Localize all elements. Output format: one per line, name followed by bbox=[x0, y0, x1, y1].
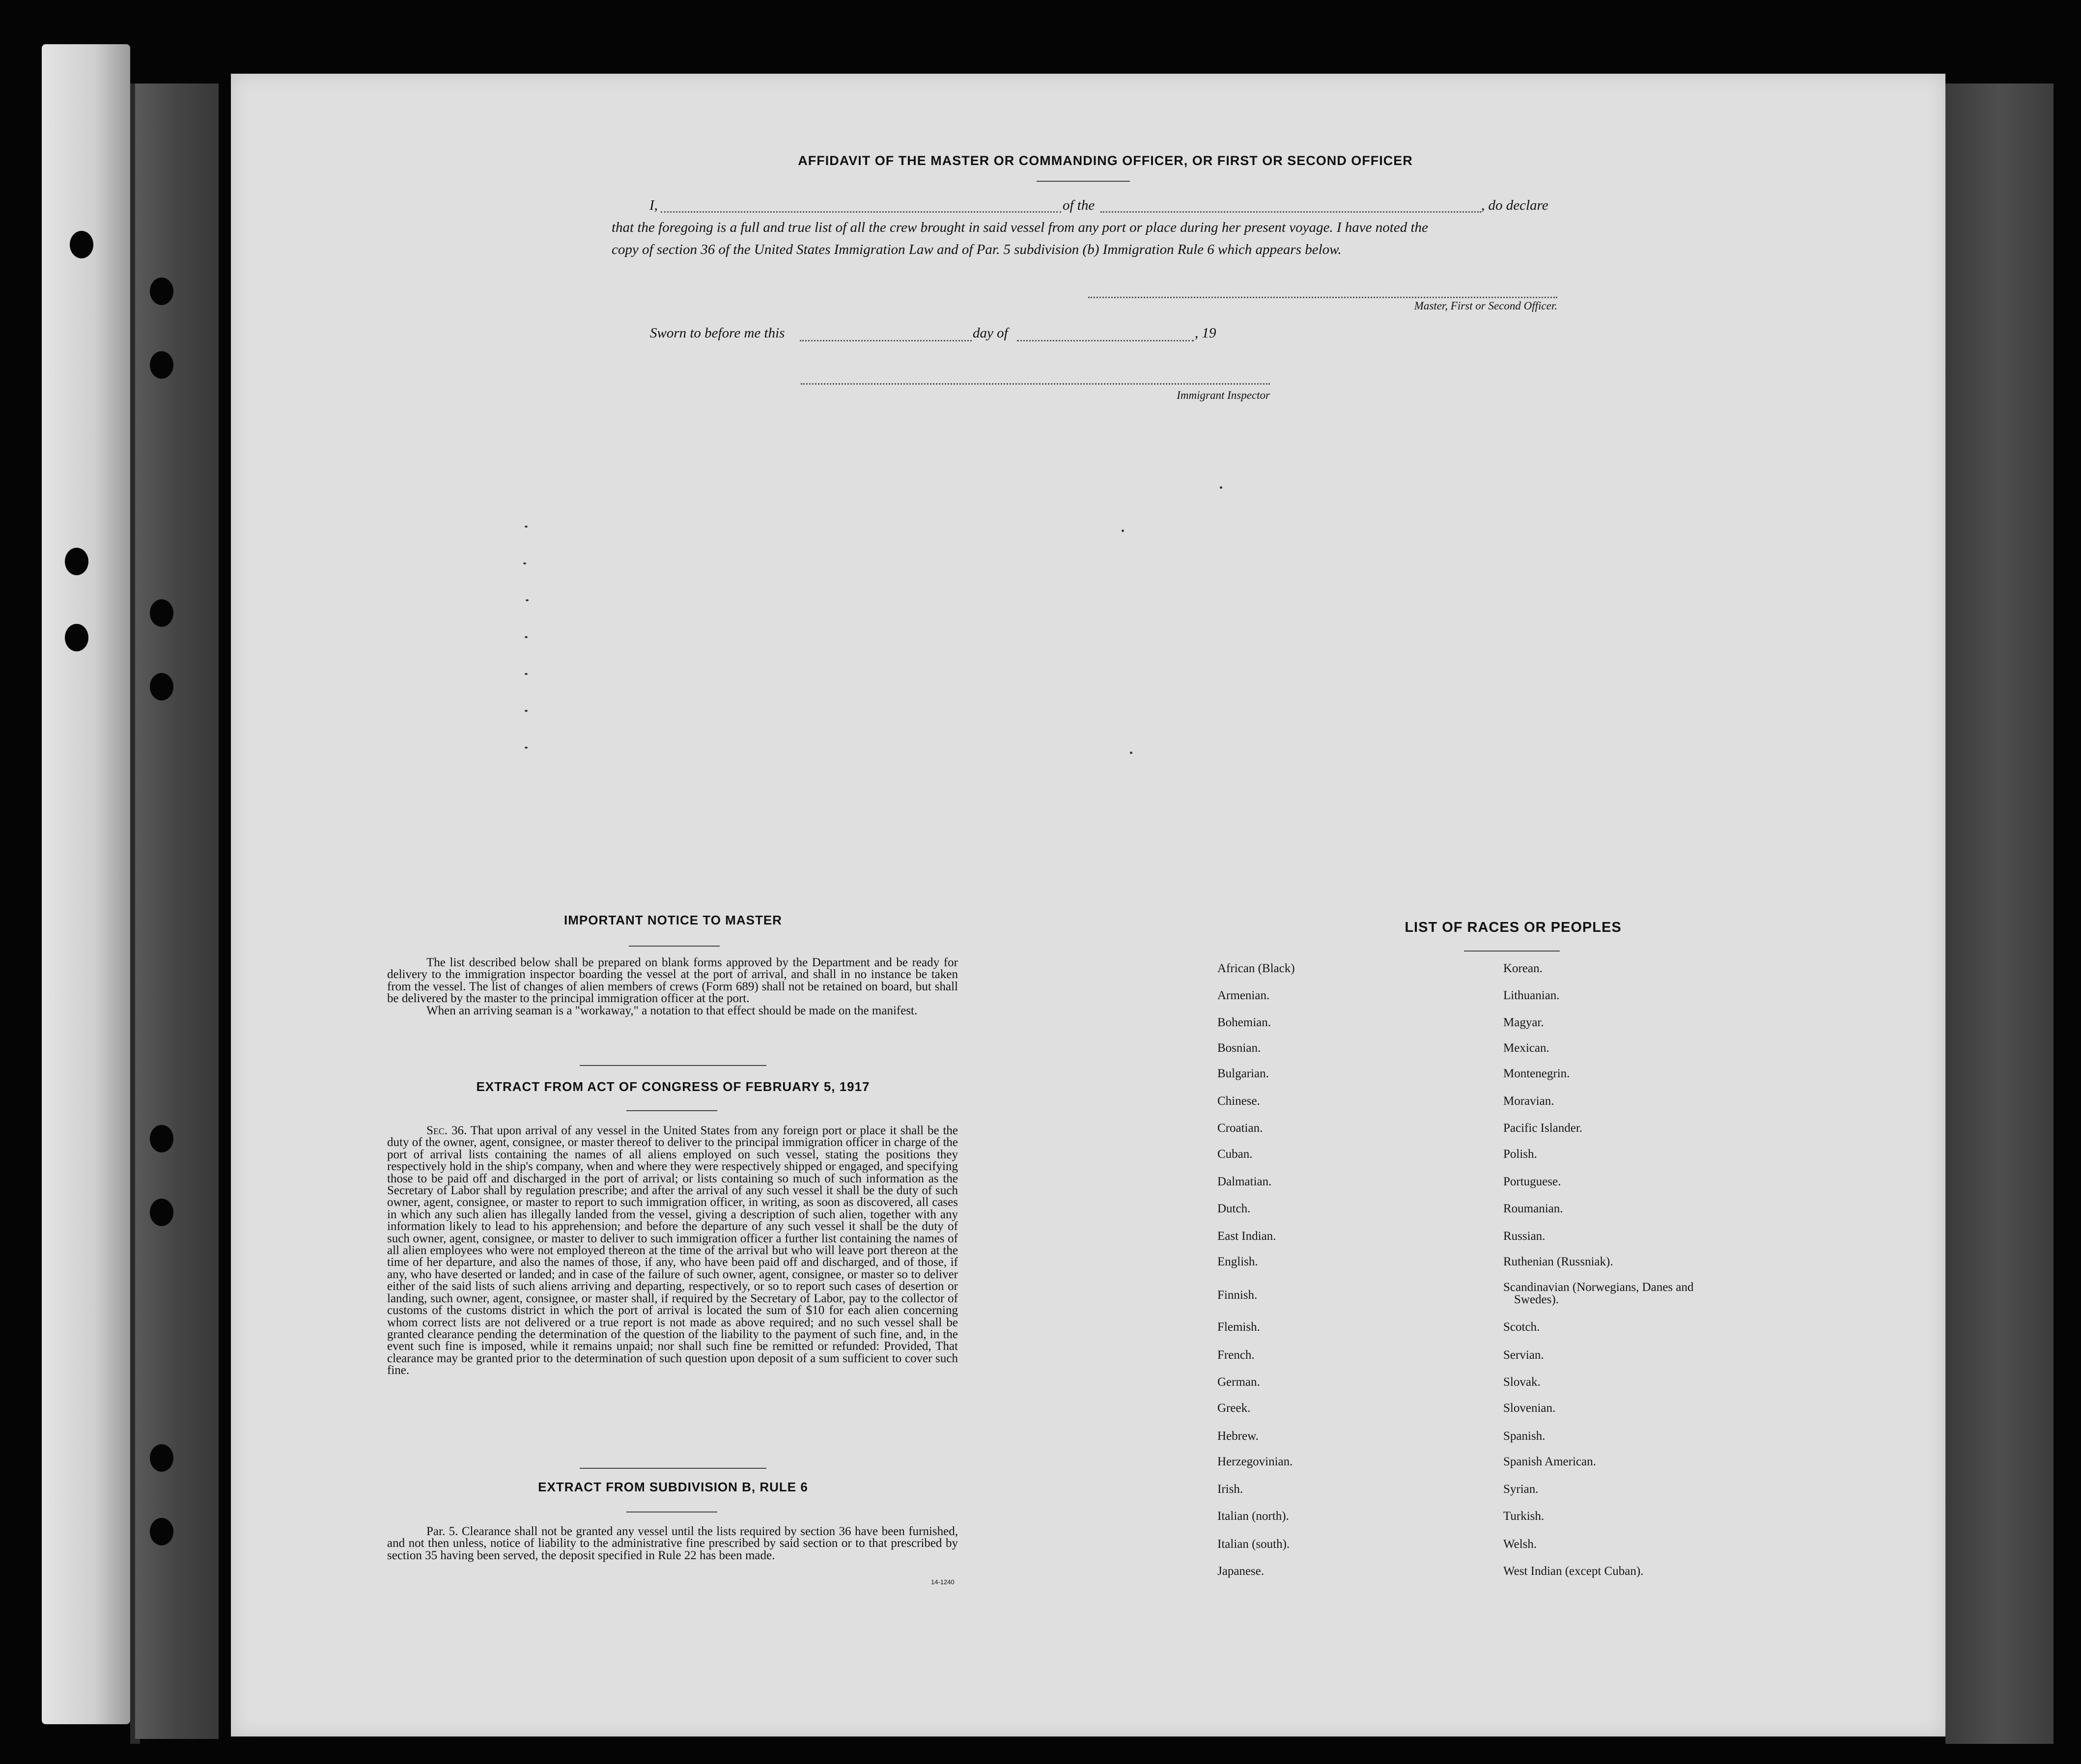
scan-speck bbox=[1122, 530, 1124, 532]
scan-speck bbox=[525, 747, 528, 749]
divider bbox=[626, 1110, 717, 1111]
scan-speck bbox=[525, 710, 528, 712]
race-item: Syrian. bbox=[1503, 1483, 1539, 1496]
race-item: Bosnian. bbox=[1217, 1041, 1261, 1055]
section-label: Sec. 36. bbox=[426, 1124, 467, 1137]
right-binding bbox=[1945, 84, 2053, 1744]
punch-hole bbox=[65, 624, 88, 651]
race-item: Moravian. bbox=[1503, 1094, 1554, 1108]
race-item: Mexican. bbox=[1503, 1041, 1549, 1055]
extract-act-body bbox=[387, 1125, 958, 1377]
divider bbox=[580, 1468, 766, 1469]
inspector-signature-line[interactable] bbox=[801, 383, 1270, 385]
master-caption: Master, First or Second Officer. bbox=[1414, 300, 1557, 312]
punch-hole bbox=[65, 548, 88, 575]
affidavit-title: AFFIDAVIT OF THE MASTER OR COMMANDING OFFICER, OR FIRST OR SECOND OFFICER bbox=[798, 153, 1413, 168]
affidavit-line-2: that the foregoing is a full and true list of all the crew brought in said vessel from any port or place during her present voyage. I have noted the bbox=[612, 220, 1428, 235]
race-item: Irish. bbox=[1217, 1483, 1243, 1496]
race-item: Armenian. bbox=[1217, 989, 1270, 1002]
race-item: Pacific Islander. bbox=[1503, 1121, 1583, 1135]
affidavit-i-label: I, bbox=[649, 197, 658, 213]
race-item: Croatian. bbox=[1217, 1121, 1263, 1135]
race-item: Portuguese. bbox=[1503, 1175, 1561, 1188]
race-item: Japanese. bbox=[1217, 1565, 1265, 1578]
sworn-prefix: Sworn to before me this bbox=[650, 325, 785, 341]
race-item: Spanish. bbox=[1503, 1429, 1546, 1443]
affidavit-line-3: copy of section 36 of the United States Immigration Law and of Par. 5 subdivision (b) Immigration Rule 6 which appears below. bbox=[612, 242, 1342, 257]
race-item: Korean. bbox=[1503, 962, 1543, 975]
race-item: Welsh. bbox=[1503, 1538, 1537, 1551]
sworn-year-label: , 19 bbox=[1195, 325, 1216, 341]
race-item: African (Black) bbox=[1217, 962, 1295, 975]
binding-hole bbox=[150, 278, 173, 305]
inspector-caption: Immigrant Inspector bbox=[1177, 389, 1270, 401]
race-item: Finnish. bbox=[1217, 1288, 1258, 1302]
race-item: Slovenian. bbox=[1503, 1401, 1556, 1415]
race-item: Scotch. bbox=[1503, 1320, 1540, 1334]
race-item: Slovak. bbox=[1503, 1375, 1541, 1389]
extract-act-title: EXTRACT FROM ACT OF CONGRESS OF FEBRUARY 5, 1917 bbox=[476, 1079, 870, 1094]
race-item: Bohemian. bbox=[1217, 1016, 1271, 1029]
sworn-day-label: day of bbox=[973, 325, 1008, 341]
race-item: West Indian (except Cuban). bbox=[1503, 1565, 1644, 1578]
left-binding bbox=[135, 84, 219, 1739]
race-item: German. bbox=[1217, 1375, 1260, 1389]
binding-hole bbox=[150, 1444, 173, 1472]
race-item: Dutch. bbox=[1217, 1202, 1251, 1215]
scan-speck bbox=[525, 673, 528, 675]
scan-speck bbox=[523, 562, 526, 564]
section-36-text: That upon arrival of any vessel in the United States from any foreign port or place it shall be the duty of the owner, agent, consignee, or master thereof to deliver to the principal immigration officer in charge of the port of arrival lists containing the names of all aliens employed on such vessel, stating the positions they respectively hold in the ship's company, when and where they were respectively shipped or engaged, and specifying those to be paid off and discharged in the port of arrival; or lists containing so much of such information as the Secretary of Labor shall by regulation prescribe; and after the arrival of any such vessel it shall be the duty of such owner, agent, consignee, or master to report to such immigration officer, in writing, as soon as discovered, all cases in which any such alien has illegally landed from the vessel, giving a description of such alien, together with any information likely to lead to his apprehension; and before the departure of any such vessel it shall be the duty of such owner, agent, consignee, or master to deliver to such immigration officer a further list containing the names of all alien employees who were not employed thereon at the time of the arrival but who will leave port thereon at the time of her departure, and also the names of those, if any, who have been paid off and discharged, and of those, if any, who have deserted or landed; and in case of the failure of such owner, agent, consignee, or master so to deliver either of the said lists of such aliens arriving and departing, respectively, or so to report such cases of desertion or landing, such owner, agent, consignee, or master shall, if required by the Secretary of Labor, pay to the collector of customs of the customs district in which the port of arrival is located the sum of $10 for each alien concerning whom correct lists are not delivered or a true report is not made as above required; and no such vessel shall be granted clearance pending the determination of the question of the liability to the payment of such fine, and, in the event such fine is imposed, while it remains unpaid; nor shall such fine be remitted or refunded: Provided, That clearance may be granted prior to the determination of such question upon deposit of a sum sufficient to cover such fine. bbox=[387, 1124, 958, 1377]
divider bbox=[1037, 181, 1130, 182]
notice-paragraph-1: The list described below shall be prepared on blank forms approved by the Department and be ready for delivery to the immigration inspector boarding the vessel at the port of arrival, and shall in no instance be taken from the vessel. The list of changes of alien members of crews (Form 689) shall not be retained on board, but shall be delivered by the master to the principal immigration officer at the port. bbox=[387, 956, 958, 1006]
race-item: Lithuanian. bbox=[1503, 989, 1560, 1002]
race-item: Greek. bbox=[1217, 1401, 1251, 1415]
extract-rule-title: EXTRACT FROM SUBDIVISION B, RULE 6 bbox=[538, 1480, 808, 1494]
binding-hole bbox=[150, 673, 173, 700]
race-item: Magyar. bbox=[1503, 1016, 1544, 1029]
scan-speck bbox=[1130, 752, 1132, 754]
sworn-month-blank[interactable] bbox=[1017, 340, 1194, 341]
race-item: Italian (north). bbox=[1217, 1510, 1289, 1523]
race-item: East Indian. bbox=[1217, 1230, 1276, 1243]
binding-hole bbox=[150, 351, 173, 379]
races-title: LIST OF RACES OR PEOPLES bbox=[1405, 920, 1622, 935]
affidavit-declare-label: , do declare bbox=[1481, 197, 1548, 213]
binding-hole bbox=[150, 1518, 173, 1545]
master-signature-line[interactable] bbox=[1088, 297, 1557, 298]
binding-hole bbox=[150, 1125, 173, 1152]
name-blank-line[interactable] bbox=[661, 211, 1061, 213]
notice-title: IMPORTANT NOTICE TO MASTER bbox=[564, 913, 782, 927]
race-item: Polish. bbox=[1503, 1148, 1537, 1161]
race-item: Roumanian. bbox=[1503, 1202, 1563, 1215]
affidavit-of-label: of the bbox=[1063, 197, 1095, 213]
race-item: Servian. bbox=[1503, 1348, 1544, 1362]
race-item: Spanish American. bbox=[1503, 1455, 1596, 1468]
race-item: Bulgarian. bbox=[1217, 1067, 1269, 1080]
scan-speck bbox=[525, 526, 528, 528]
race-item: French. bbox=[1217, 1348, 1255, 1362]
divider bbox=[1464, 951, 1560, 952]
race-item: Chinese. bbox=[1217, 1094, 1260, 1108]
binding-hole bbox=[150, 599, 173, 627]
scan-speck bbox=[526, 599, 529, 601]
sworn-day-blank[interactable] bbox=[800, 340, 972, 341]
race-item: Hebrew. bbox=[1217, 1429, 1259, 1443]
race-item: Dalmatian. bbox=[1217, 1175, 1272, 1188]
race-item: Herzegovinian. bbox=[1217, 1455, 1293, 1468]
notice-body bbox=[387, 957, 958, 1017]
race-item: Montenegrin. bbox=[1503, 1067, 1570, 1080]
race-item: Italian (south). bbox=[1217, 1538, 1290, 1551]
left-margin-strip bbox=[42, 44, 130, 1724]
divider bbox=[629, 946, 720, 947]
race-item: English. bbox=[1217, 1255, 1258, 1268]
scan-speck bbox=[1220, 486, 1222, 489]
divider bbox=[580, 1065, 766, 1066]
race-item: Russian. bbox=[1503, 1230, 1546, 1243]
punch-hole bbox=[70, 231, 93, 258]
form-number: 14-1240 bbox=[931, 1578, 955, 1586]
race-item: Turkish. bbox=[1503, 1510, 1545, 1523]
binding-hole bbox=[150, 1199, 173, 1226]
extract-rule-body: Par. 5. Clearance shall not be granted any vessel until the lists required by section 36 have been furnished, and not then unless, notice of liability to the administrative fine prescribed by said section or to that prescribed by section 35 having been served, the deposit specified in Rule 22 has been made. bbox=[387, 1525, 958, 1562]
notice-paragraph-2: When an arriving seaman is a "workaway," a notation to that effect should be made on the manifest. bbox=[426, 1004, 918, 1017]
race-item: Scandinavian (Norwegians, Danes and Swedes). bbox=[1503, 1281, 1694, 1306]
scan-speck bbox=[525, 636, 528, 638]
vessel-blank-line[interactable] bbox=[1100, 211, 1481, 213]
race-item: Flemish. bbox=[1217, 1320, 1260, 1334]
race-item: Ruthenian (Russniak). bbox=[1503, 1255, 1613, 1268]
race-item: Cuban. bbox=[1217, 1148, 1253, 1161]
